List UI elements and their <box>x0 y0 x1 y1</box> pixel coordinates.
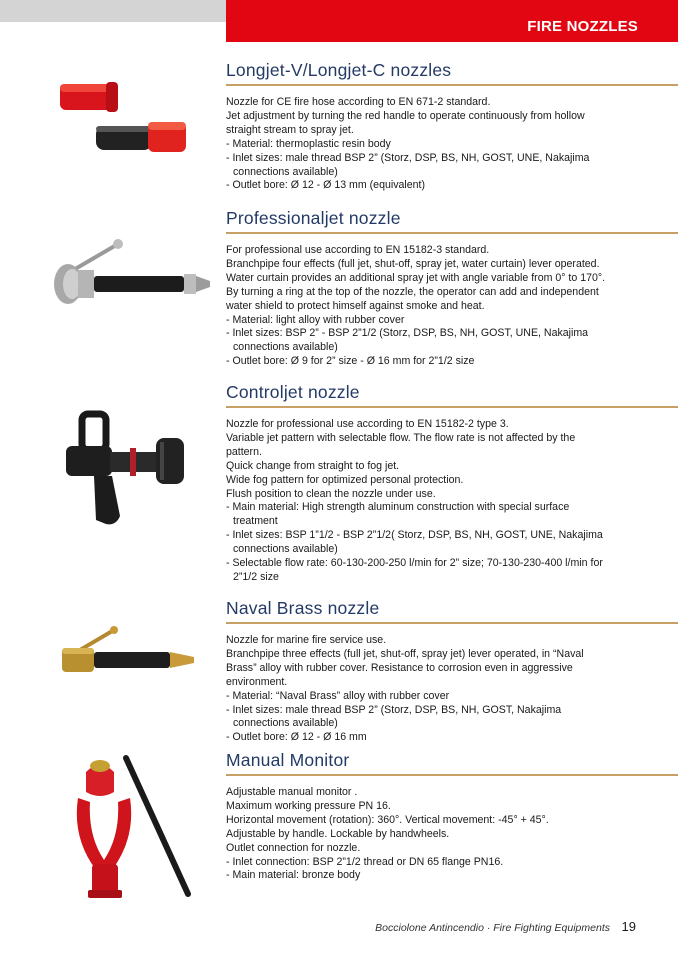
section-professionaljet <box>226 208 678 369</box>
section-body <box>226 786 678 883</box>
text-line: Water curtain provides an additional spray jet with angle variable from 0° to 170°. <box>226 271 606 284</box>
section-divider <box>226 84 678 86</box>
text-line: 2”1/2 size <box>233 570 279 583</box>
text-line: Adjustable by handle. Lockable by handwheels. <box>226 827 450 840</box>
text-line: Brass” alloy with rubber cover. Resistance to corrosion even in aggressive <box>226 661 573 674</box>
text-line: - Main material: bronze body <box>226 869 361 882</box>
text-line: By turning a ring at the top of the nozzle, the operator can add and independent <box>226 285 599 298</box>
text-line: environment. <box>226 675 288 688</box>
text-line: Branchpipe four effects (full jet, shut-off, spray jet, water curtain) lever operated. <box>226 257 600 270</box>
section-title: Naval Brass nozzle <box>226 598 380 618</box>
text-line: - Material: light alloy with rubber cover <box>226 313 405 326</box>
text-line: Branchpipe three effects (full jet, shut-off, spray jet) lever operated, in “Naval <box>226 647 584 660</box>
section-divider <box>226 622 678 624</box>
text-line: Outlet connection for nozzle. <box>226 841 361 854</box>
section-body <box>226 418 678 585</box>
text-line: - Inlet sizes: BSP 1”1/2 - BSP 2”1/2( Storz, DSP, BS, NH, GOST, UNE, Nakajima <box>226 529 603 542</box>
longjet-nozzle-image <box>52 78 192 160</box>
text-line: - Material: thermoplastic resin body <box>226 137 391 150</box>
text-line: Quick change from straight to fog jet. <box>226 459 400 472</box>
text-line: - Outlet bore: Ø 9 for 2” size - Ø 16 mm for 2”1/2 size <box>226 355 475 368</box>
professionaljet-nozzle-image <box>48 236 214 316</box>
header-gray-band <box>0 0 226 22</box>
section-title: Longjet-V/Longjet-C nozzles <box>226 60 452 80</box>
section-body <box>226 244 678 369</box>
header-red-band <box>226 0 678 42</box>
section-controljet <box>226 382 678 585</box>
footer-text: Bocciolone Antincendio · Fire Fighting Equipments <box>375 922 610 934</box>
text-line: - Inlet connection: BSP 2”1/2 thread or DN 65 flange PN16. <box>226 855 504 868</box>
section-divider <box>226 406 678 408</box>
text-line: Wide fog pattern for optimized personal protection. <box>226 473 464 486</box>
text-line: Jet adjustment by turning the red handle to operate continuously from hollow <box>226 109 585 122</box>
text-line: Nozzle for professional use according to EN 15182-2 type 3. <box>226 418 509 430</box>
category-title: FIRE NOZZLES <box>527 18 638 35</box>
section-title: Controljet nozzle <box>226 382 360 402</box>
section-divider <box>226 774 678 776</box>
text-line: Variable jet pattern with selectable flow. The flow rate is not affected by the <box>226 431 576 444</box>
text-line: Adjustable manual monitor . <box>226 786 358 798</box>
text-line: - Selectable flow rate: 60-130-200-250 l/min for 2” size; 70-130-230-400 l/min for <box>226 557 603 570</box>
text-line: - Material: “Naval Brass” alloy with rubber cover <box>226 689 450 702</box>
section-manual-monitor <box>226 750 678 883</box>
text-line: - Inlet sizes: BSP 2” - BSP 2”1/2 (Storz, DSP, BS, NH, GOST, UNE, Nakajima <box>226 327 589 340</box>
text-line: Flush position to clean the nozzle under use. <box>226 487 436 500</box>
section-body <box>226 634 678 745</box>
text-line: connections available) <box>233 543 338 556</box>
text-line: - Main material: High strength aluminum construction with special surface <box>226 501 570 514</box>
section-body <box>226 96 678 193</box>
section-naval-brass <box>226 598 678 745</box>
page-number: 19 <box>621 919 636 934</box>
text-line: - Inlet sizes: male thread BSP 2” (Storz, DSP, BS, NH, GOST, UNE, Nakajima <box>226 151 590 164</box>
naval-brass-nozzle-image <box>58 624 198 684</box>
section-title: Manual Monitor <box>226 750 350 770</box>
text-line: straight stream to spray jet. <box>226 123 354 136</box>
section-longjet <box>226 60 678 193</box>
text-line: treatment <box>233 515 278 528</box>
text-line: water shield to protect himself against smoke and heat. <box>226 299 485 312</box>
text-line: connections available) <box>233 717 338 730</box>
section-divider <box>226 232 678 234</box>
text-line: connections available) <box>233 341 338 354</box>
controljet-nozzle-image <box>60 410 190 530</box>
text-line: - Outlet bore: Ø 12 - Ø 13 mm (equivalent) <box>226 179 426 192</box>
text-line: Nozzle for CE fire hose according to EN 671-2 standard. <box>226 96 491 108</box>
text-line: - Outlet bore: Ø 12 - Ø 16 mm <box>226 731 367 744</box>
text-line: Horizontal movement (rotation): 360°. Vertical movement: -45° + 45°. <box>226 813 549 826</box>
text-line: Maximum working pressure PN 16. <box>226 799 391 812</box>
text-line: Nozzle for marine fire service use. <box>226 634 387 646</box>
text-line: pattern. <box>226 445 262 458</box>
manual-monitor-image <box>56 752 206 902</box>
text-line: For professional use according to EN 15182-3 standard. <box>226 244 490 256</box>
text-line: connections available) <box>233 165 338 178</box>
text-line: - Inlet sizes: male thread BSP 2” (Storz, DSP, BS, NH, GOST, Nakajima <box>226 703 562 716</box>
section-title: Professionaljet nozzle <box>226 208 401 228</box>
